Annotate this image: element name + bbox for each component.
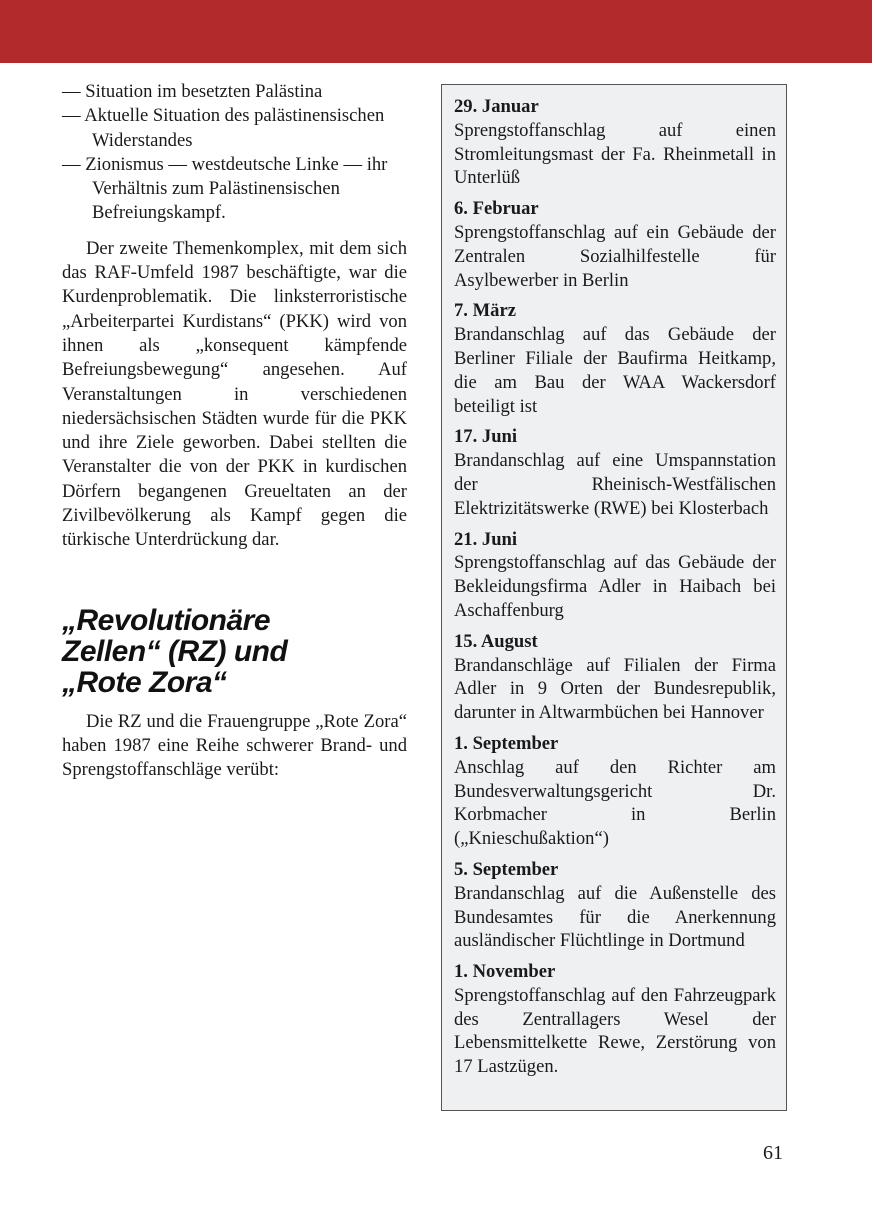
entry-date: 5. September bbox=[454, 858, 559, 880]
entry-description: Brandanschlag auf das Gebäude der Berliner Filiale der Baufirma Heitkamp, die am Bau der WAA Wackersdorf beteiligt ist bbox=[454, 324, 776, 417]
heading-line: Zellen“ (RZ) und bbox=[62, 634, 288, 668]
chronology-entry bbox=[454, 95, 776, 190]
entry-description: Sprengstoffanschlag auf einen Stromleitungsmast der Fa. Rheinmetall in Unterlüß bbox=[454, 119, 776, 189]
entry-description: Sprengstoffanschlag auf das Gebäude der Bekleidungsfirma Adler in Haibach bei Aschaffenburg bbox=[454, 552, 776, 621]
section-heading bbox=[62, 605, 407, 698]
entry-date: 17. Juni bbox=[454, 426, 518, 448]
heading-line: „Rote Zora“ bbox=[62, 665, 227, 699]
entry-date: 21. Juni bbox=[454, 528, 518, 550]
entry-date: 6. Februar bbox=[454, 198, 539, 220]
entry-date: 15. August bbox=[454, 630, 538, 652]
chronology-entry bbox=[454, 630, 776, 725]
entry-description: Sprengstoffanschlag auf ein Gebäude der Zentralen Sozialhilfestelle für Asylbewerber in Berlin bbox=[454, 221, 776, 291]
topic-item: — Situation im besetzten Palästina bbox=[62, 81, 323, 102]
entry-date: 29. Januar bbox=[454, 96, 539, 117]
chronology-entry bbox=[454, 732, 776, 851]
heading-line: „Revolutionäre bbox=[62, 603, 271, 637]
entry-description: Sprengstoffanschlag auf den Fahrzeugpark des Zentrallagers Wesel der Lebensmittelkette Rewe, Zerstörung von 17 Lastzügen. bbox=[454, 984, 776, 1078]
left-column bbox=[62, 80, 407, 783]
entry-description: Brandanschlag auf eine Umspannstation der Rheinisch-Westfälischen Elektrizitätswerke (RWE) bei Klosterbach bbox=[454, 450, 776, 519]
chronology-entry bbox=[454, 299, 776, 418]
attack-chronology-box bbox=[441, 84, 787, 1111]
chronology-entry bbox=[454, 960, 776, 1079]
chronology-entry bbox=[454, 858, 776, 953]
entry-date: 1. November bbox=[454, 961, 556, 983]
entry-date: 1. September bbox=[454, 732, 559, 754]
chronology-entry bbox=[454, 528, 776, 623]
entry-description: Anschlag auf den Richter am Bundesverwaltungsgericht Dr. Korbmacher in Berlin („Knieschußaktion“) bbox=[454, 756, 776, 850]
entry-description: Brandanschläge auf Filialen der Firma Adler in 9 Orten der Bundesrepublik, darunter in Altwarmbüchen bei Hannover bbox=[454, 654, 776, 724]
chronology-entry bbox=[454, 425, 776, 520]
body-paragraph-rz-intro: Die RZ und die Frauengruppe „Rote Zora“ haben 1987 eine Reihe schwerer Brand- und Sprengstoffanschläge verübt: bbox=[62, 710, 407, 781]
chronology-entry bbox=[454, 197, 776, 292]
page-number: 61 bbox=[763, 1142, 783, 1164]
entry-date: 7. März bbox=[454, 300, 516, 322]
topic-item: — Aktuelle Situation des palästinensischen Widerstandes bbox=[62, 105, 385, 151]
entry-description: Brandanschlag auf die Außenstelle des Bundesamtes für die Anerkennung ausländischer Flüchtlinge in Dortmund bbox=[454, 882, 776, 952]
body-paragraph-kurdish-topic: Der zweite Themenkomplex, mit dem sich das RAF-Umfeld 1987 beschäftigte, war die Kurdenproblematik. Die linksterroristische „Arbeiterpartei Kurdistans“ (PKK) wird von ihnen als „konsequent kämpfende Befreiungsbewegung“ angesehen. Auf Veranstaltungen in verschiedenen niedersächsischen Städten wurde für die PKK und ihre Ziele geworben. Dabei stellten die Veranstalter die von der PKK in kurdischen Dörfern begangenen Greueltaten an der Zivilbevölkerung als Kampf gegen die türkische Unterdrückung dar. bbox=[62, 237, 407, 551]
topic-item: — Zionismus — westdeutsche Linke — ihr Verhältnis zum Palästinensischen Befreiungskampf. bbox=[62, 153, 388, 224]
topic-list bbox=[62, 80, 407, 226]
top-color-band bbox=[0, 0, 872, 63]
